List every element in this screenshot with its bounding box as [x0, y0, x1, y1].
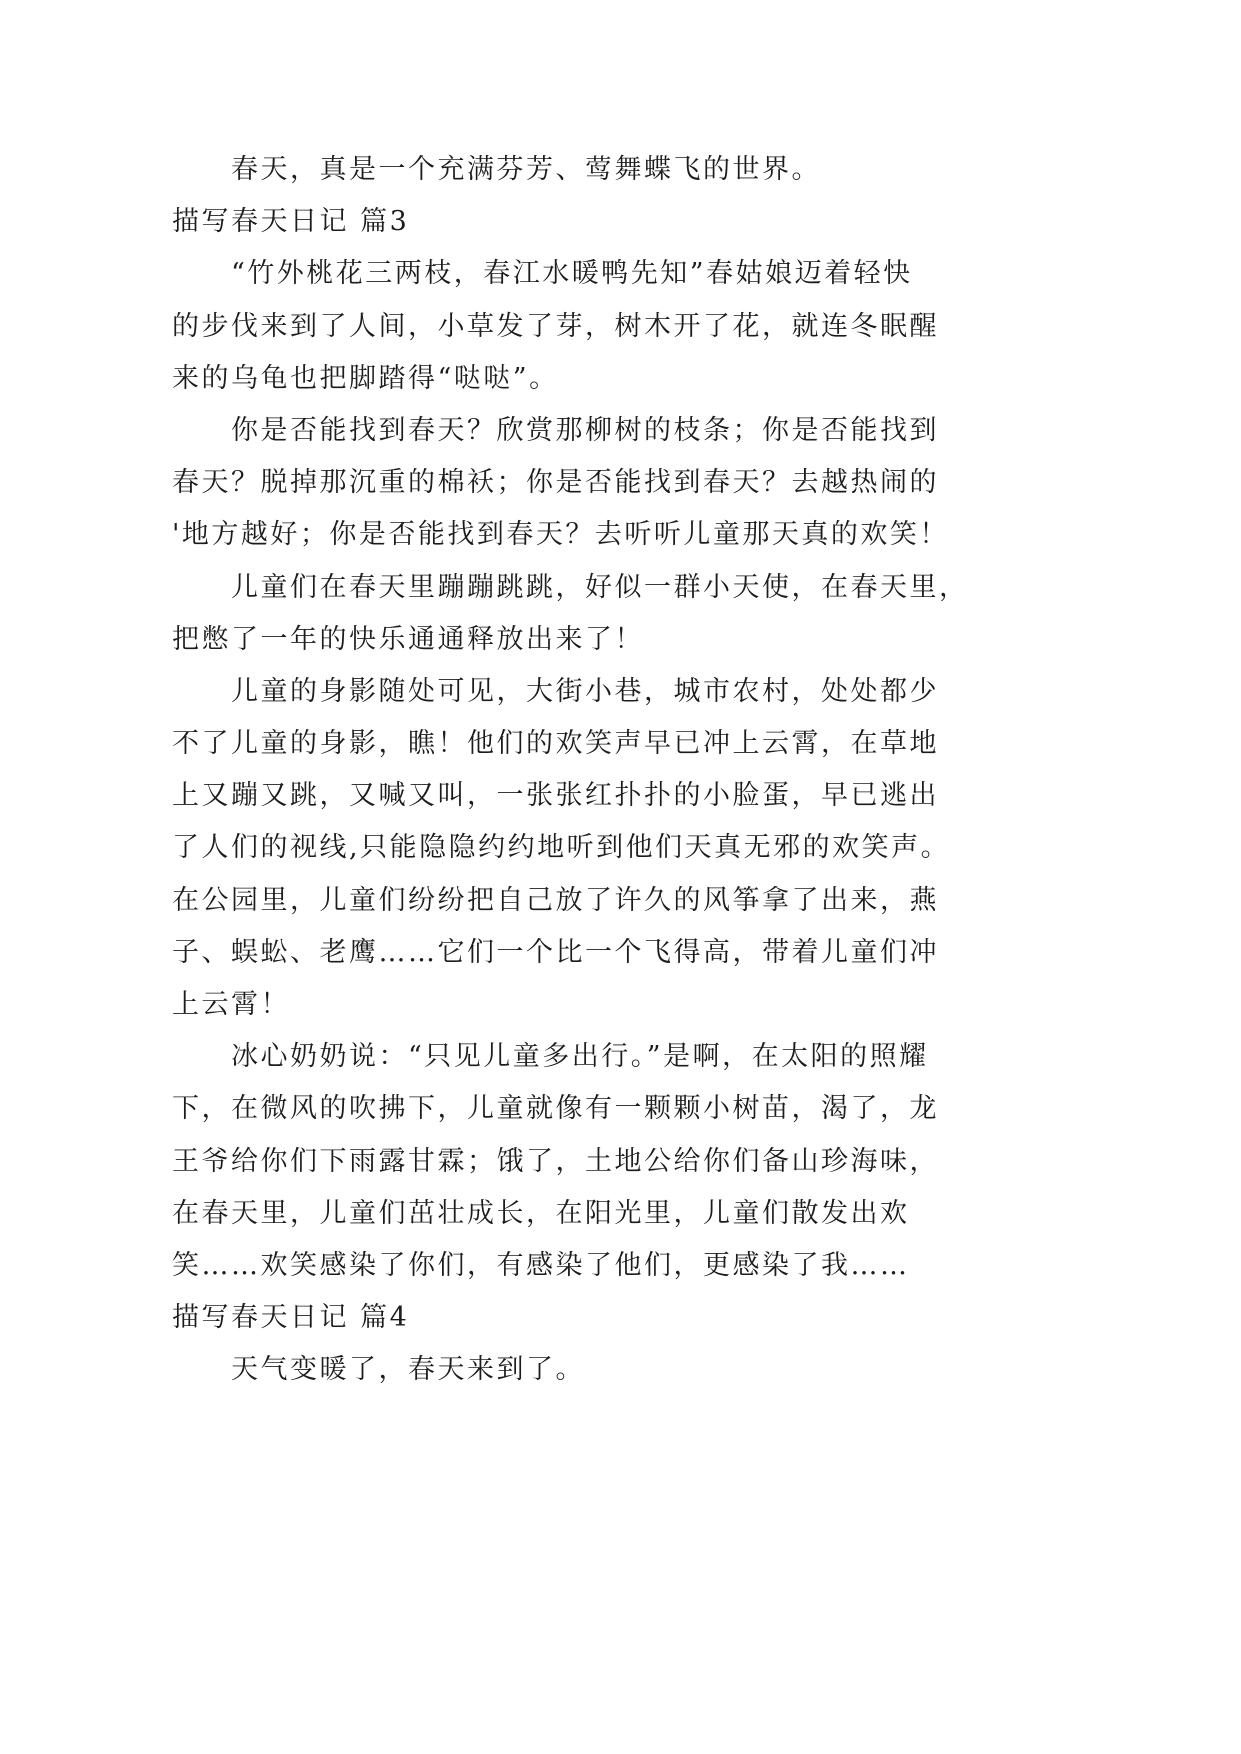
paragraph-line: 下，在微风的吹拂下，儿童就像有一颗颗小树苗，渴了，龙: [172, 1093, 939, 1125]
paragraph-line: 冰心奶奶说：“只见儿童多出行。”是啊，在太阳的照耀: [231, 1041, 929, 1073]
paragraph: [172, 666, 992, 1031]
paragraph-line: 儿童们在春天里蹦蹦跳跳，好似一群小天使，在春天里，: [231, 571, 969, 603]
paragraph-line: 天气变暖了，春天来到了。: [231, 1354, 585, 1386]
paragraph-line: 不了儿童的身影，瞧！他们的欢笑声早已冲上云霄，在草地: [172, 728, 939, 760]
paragraph-line: 了人们的视线,只能隐隐约约地听到他们天真无邪的欢笑声。: [172, 832, 951, 864]
paragraph-line: “竹外桃花三两枝，春江水暖鸭先知”春姑娘迈着轻快: [231, 258, 913, 290]
paragraph: [172, 1031, 992, 1292]
paragraph-line: 子、蜈蚣、老鹰……它们一个比一个飞得高，带着儿童们冲: [172, 936, 939, 968]
paragraph-line: 笑……欢笑感染了你们，有感染了他们，更感染了我……: [172, 1249, 910, 1281]
paragraph-line: '地方越好；你是否能找到春天？去听听儿童那天真的欢笑！: [172, 519, 949, 551]
paragraph-line: 春天？脱掉那沉重的棉袄；你是否能找到春天？去越热闹的: [172, 467, 939, 499]
paragraph-line: 在公园里，儿童们纷纷把自己放了许久的风筝拿了出来，燕: [172, 884, 939, 916]
paragraph: [172, 248, 992, 405]
paragraph-line: 来的乌龟也把脚踏得“哒哒”。: [172, 362, 559, 394]
paragraph-line: 春天，真是一个充满芬芳、莺舞蝶飞的世界。: [231, 154, 821, 185]
paragraph: [172, 405, 992, 562]
paragraph: [172, 1344, 992, 1396]
paragraph-line: 的步伐来到了人间，小草发了芽，树木开了花，就连冬眠醒: [172, 310, 939, 342]
paragraph-line: 你是否能找到春天？欣赏那柳树的枝条；你是否能找到: [231, 414, 939, 446]
paragraph-line: 在春天里，儿童们茁壮成长，在阳光里，儿童们散发出欢: [172, 1197, 910, 1229]
paragraph: [172, 562, 992, 666]
paragraph-line: 上云霄！: [172, 989, 290, 1020]
document-body: [172, 144, 992, 1397]
paragraph-line: 儿童的身影随处可见，大街小巷，城市农村，处处都少: [231, 675, 939, 707]
paragraph: [172, 144, 992, 196]
section-heading: 描写春天日记 篇4: [172, 1302, 410, 1334]
paragraph-line: 王爷给你们下雨露甘霖；饿了，土地公给你们备山珍海味，: [172, 1145, 939, 1177]
paragraph-line: 把憋了一年的快乐通通释放出来了！: [172, 623, 644, 655]
section-heading: 描写春天日记 篇3: [172, 206, 410, 238]
paragraph-line: 上又蹦又跳，又喊又叫，一张张红扑扑的小脸蛋，早已逃出: [172, 780, 939, 812]
